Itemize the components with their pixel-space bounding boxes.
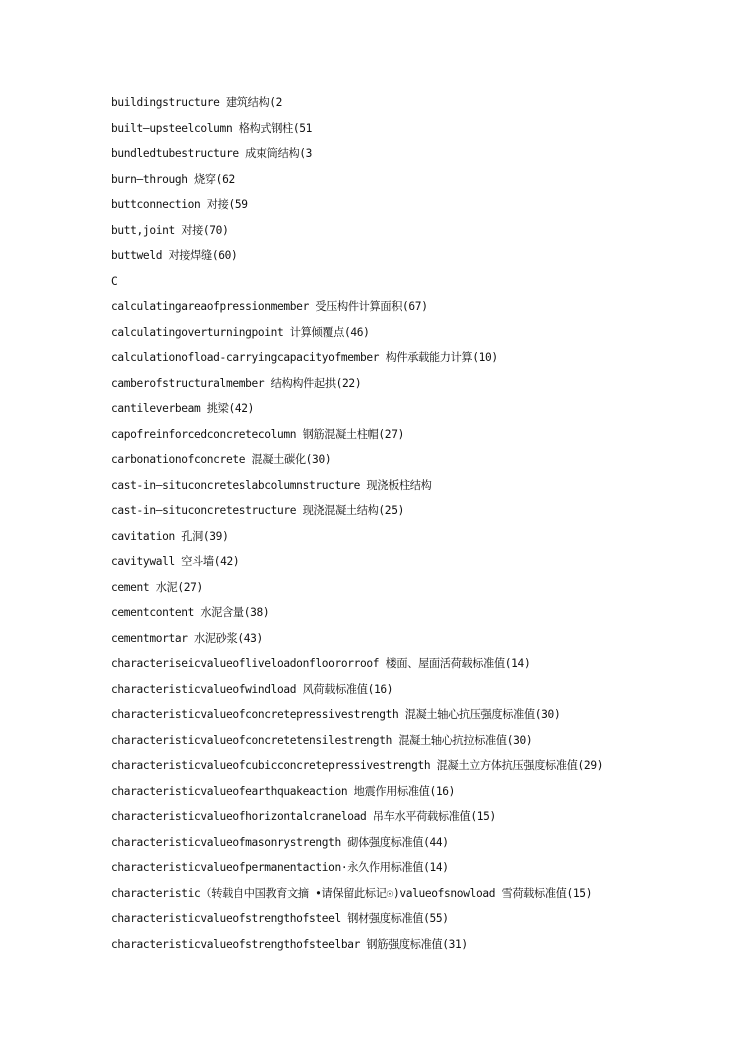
glossary-entry: calculatingareaofpressionmember 受压构件计算面积(67) <box>111 300 428 313</box>
glossary-entry: characteristicvalueofstrengthofsteelbar 钢筋强度标准值(31) <box>111 937 468 951</box>
glossary-entry: carbonationofconcrete 混凝土碳化(30) <box>111 453 332 466</box>
glossary-entry: characteristicvalueofwindload 风荷载标准值(16) <box>111 682 394 696</box>
glossary-entry: characteristicvalueofearthquakeaction 地震作用标准值(16) <box>111 784 456 798</box>
glossary-entry: characteristic（转载自中国教育文摘 •请保留此标记☉)valueofsnowload 雪荷载标准值(15) <box>111 886 593 900</box>
glossary-list <box>111 90 711 957</box>
glossary-entry: cementmortar 水泥砂浆(43) <box>111 631 263 645</box>
glossary-entry: built—upsteelcolumn 格构式钢柱(51 <box>111 121 313 135</box>
glossary-entry: bundledtubestructure 成束筒结构(3 <box>111 147 313 160</box>
glossary-entry: butt,joint 对接(70) <box>111 223 229 237</box>
glossary-entry: cavitation 孔洞(39) <box>111 529 229 543</box>
glossary-entry: buttweld 对接焊缝(60) <box>111 249 238 262</box>
glossary-entry: characteriseicvalueofliveloadonfloororroof 楼面、屋面活荷载标准值(14) <box>111 657 531 670</box>
glossary-entry: cement 水泥(27) <box>111 580 203 594</box>
glossary-entry: burn—through 烧穿(62 <box>111 172 235 186</box>
glossary-entry: characteristicvalueofcubicconcretepressivestrength 混凝土立方体抗压强度标准值(29) <box>111 759 604 772</box>
glossary-entry: C <box>111 274 118 288</box>
glossary-entry: calculationofload-carryingcapacityofmember 构件承载能力计算(10) <box>111 351 498 364</box>
glossary-entry: cementcontent 水泥含量(38) <box>111 606 270 619</box>
glossary-entry: characteristicvalueofconcretetensilestrength 混凝土轴心抗拉标准值(30) <box>111 733 533 747</box>
glossary-entry: capofreinforcedconcretecolumn 钢筋混凝土柱帽(27) <box>111 427 404 441</box>
glossary-entry: cavitywall 空斗墙(42) <box>111 555 240 568</box>
glossary-entry: characteristicvalueofhorizontalcraneload 吊车水平荷载标准值(15) <box>111 810 496 823</box>
glossary-entry: buttconnection 对接(59 <box>111 198 248 211</box>
glossary-entry: characteristicvalueofconcretepressivestrength 混凝土轴心抗压强度标准值(30) <box>111 708 561 721</box>
glossary-entry: camberofstructuralmember 结构构件起拱(22) <box>111 376 362 390</box>
glossary-entry: characteristicvalueofstrengthofsteel 钢材强度标准值(55) <box>111 912 449 925</box>
glossary-entry: characteristicvalueofpermanentaction·永久作用标准值(14) <box>111 861 449 874</box>
glossary-entry: characteristicvalueofmasonrystrength 砌体强度标准值(44) <box>111 835 449 849</box>
glossary-entry: cast-in—situconcretestructure 现浇混凝土结构(25) <box>111 504 404 517</box>
glossary-entry: calculatingoverturningpoint 计算倾覆点(46) <box>111 325 370 339</box>
glossary-entry: cantileverbeam 挑梁(42) <box>111 402 254 415</box>
glossary-entry: buildingstructure 建筑结构(2 <box>111 96 283 109</box>
glossary-entry: cast-in—situconcreteslabcolumnstructure 现浇板柱结构 <box>111 478 432 492</box>
